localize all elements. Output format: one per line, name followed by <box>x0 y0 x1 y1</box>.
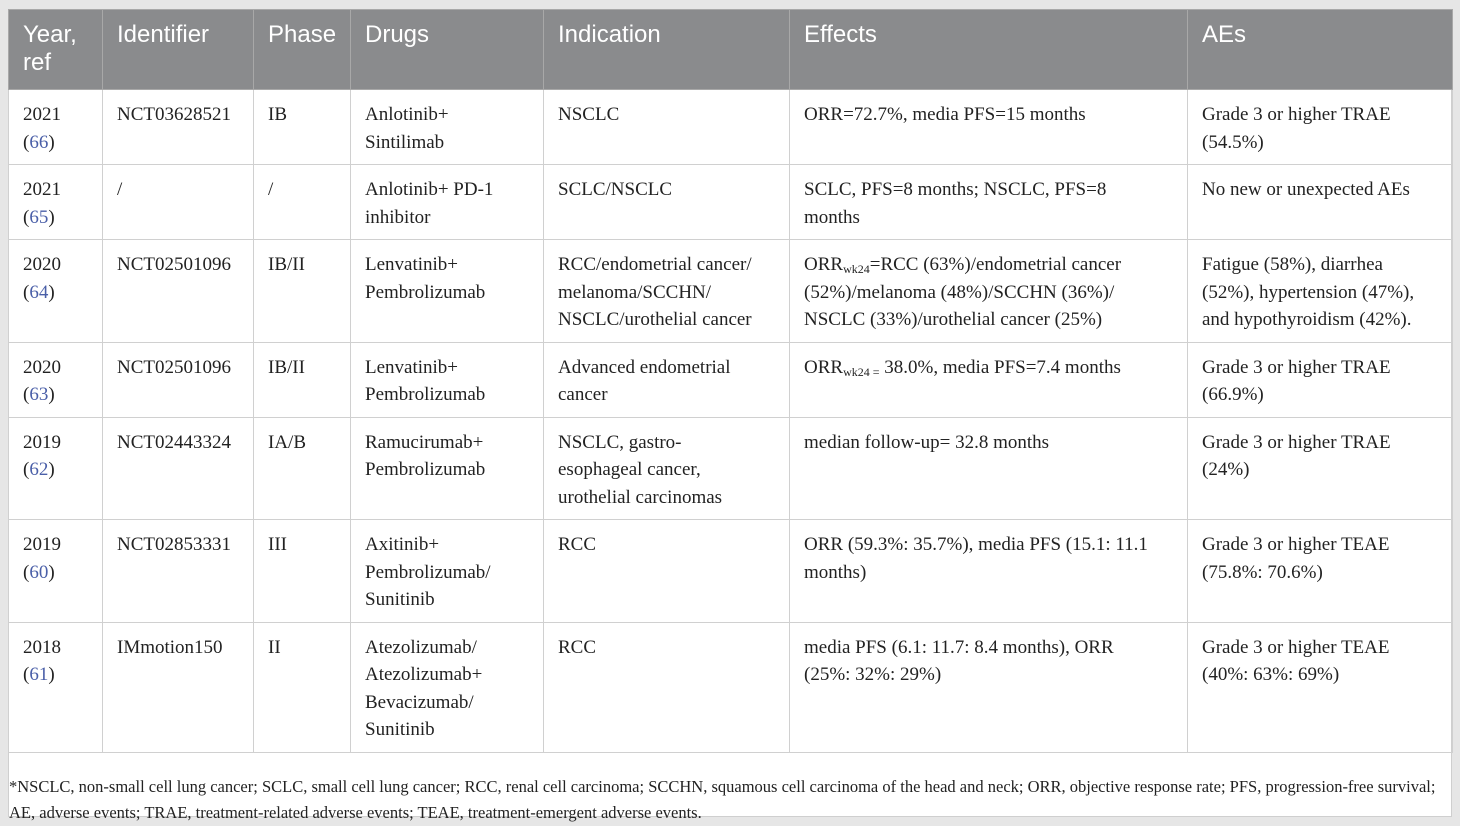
cell-line: (54.5%) <box>1202 131 1264 153</box>
effects-subscript: wk24 <box>843 262 870 276</box>
header-aes: AEs <box>1188 10 1453 90</box>
cell-year: 2021 <box>23 179 61 200</box>
cell-line: Pembrolizumab/ <box>365 561 491 583</box>
cell-identifier: NCT02443324 <box>103 417 254 520</box>
header-indication: Indication <box>544 10 790 90</box>
cell-aes <box>1188 342 1453 417</box>
cell-effects <box>790 342 1188 417</box>
cell-aes <box>1188 417 1453 520</box>
cell-effects <box>790 520 1188 623</box>
header-year-ref-text: Year, ref <box>23 21 77 76</box>
cell-drugs <box>351 520 544 623</box>
cell-identifier: / <box>103 165 254 240</box>
cell-line: RCC/endometrial cancer/ <box>558 254 752 275</box>
cell-year-ref: 2019 (60) <box>9 520 103 623</box>
table-row <box>9 622 1453 752</box>
cell-line: SCLC, PFS=8 months; NSCLC, PFS=8 <box>804 179 1107 200</box>
table-frame <box>8 9 1452 822</box>
cell-year: 2019 <box>23 431 61 453</box>
cell-indication <box>544 165 790 240</box>
cell-year-ref: 2019 (62) <box>9 417 103 520</box>
cell-aes <box>1188 520 1453 623</box>
cell-line: NSCLC <box>558 104 620 125</box>
cell-line: esophageal cancer, <box>558 459 701 480</box>
effects-subscript: wk24 = <box>843 364 880 379</box>
cell-phase: IA/B <box>254 417 351 520</box>
cell-indication <box>544 90 790 165</box>
cell-line: Grade 3 or higher TRAE <box>1202 431 1391 453</box>
cell-line: median follow-up= 32.8 months <box>804 431 1050 453</box>
effects-first-line: =RCC (63%)/endometrial cancer <box>869 254 1122 275</box>
cell-indication <box>544 240 790 343</box>
cell-drugs <box>351 622 544 752</box>
cell-drugs <box>351 417 544 520</box>
table-footnote: *NSCLC, non-small cell lung cancer; SCLC, small cell lung cancer; RCC, renal cell carcinoma; SCCHN, squamous cell carcinoma of the head and neck; ORR, objective response rate; PFS, progression-free survival; AE, adverse events; TRAE, treatment-related adverse events; TEAE, treatment-emergent adverse events. <box>9 777 1436 822</box>
cell-indication <box>544 622 790 752</box>
cell-line: Grade 3 or higher TRAE <box>1202 356 1391 378</box>
cell-year-ref: 2021 (66) <box>9 90 103 165</box>
cell-year: 2019 <box>23 534 61 555</box>
cell-line: melanoma/SCCHN/ <box>558 281 712 303</box>
table-row <box>9 240 1453 343</box>
header-identifier: Identifier <box>103 10 254 90</box>
cell-line: (52%)/melanoma (48%)/SCCHN (36%)/ <box>804 281 1115 303</box>
cell-line: RCC <box>558 636 597 658</box>
cell-drugs <box>351 165 544 240</box>
cell-effects <box>790 90 1188 165</box>
cell-identifier: NCT02501096 <box>103 342 254 417</box>
header-phase: Phase <box>254 10 351 90</box>
cell-year-ref: 2020 (63) <box>9 342 103 417</box>
table-row <box>9 165 1453 240</box>
cell-line: (25%: 32%: 29%) <box>804 664 942 685</box>
cell-line: (40%: 63%: 69%) <box>1202 664 1340 685</box>
cell-line: Lenvatinib+ <box>365 356 459 378</box>
cell-year: 2018 <box>23 636 61 658</box>
table-row <box>9 90 1453 165</box>
cell-indication <box>544 342 790 417</box>
cell-line: Bevacizumab/ <box>365 691 474 713</box>
cell-line: Lenvatinib+ <box>365 254 459 275</box>
cell-line: (66.9%) <box>1202 384 1264 405</box>
cell-line: inhibitor <box>365 206 431 228</box>
reference-link[interactable]: 64 <box>29 281 49 303</box>
cell-line: Advanced endometrial <box>558 356 731 378</box>
cell-line: media PFS (6.1: 11.7: 8.4 months), ORR <box>804 636 1114 658</box>
cell-year: 2021 <box>23 104 61 125</box>
cell-phase: IB <box>254 90 351 165</box>
cell-identifier: NCT03628521 <box>103 90 254 165</box>
cell-line: Ramucirumab+ <box>365 431 484 453</box>
header-row <box>9 10 1453 90</box>
cell-line: Axitinib+ <box>365 534 440 555</box>
reference-link[interactable]: 66 <box>29 131 49 153</box>
cell-line: Atezolizumab/ <box>365 636 477 658</box>
cell-line: Fatigue (58%), diarrhea <box>1202 254 1383 275</box>
reference-link[interactable]: 63 <box>29 384 49 405</box>
cell-identifier: IMmotion150 <box>103 622 254 752</box>
cell-line: Pembrolizumab <box>365 281 486 303</box>
cell-year: 2020 <box>23 356 61 378</box>
effects-orr: ORR <box>804 356 844 378</box>
cell-line: months) <box>804 561 867 583</box>
cell-year-ref: 2020 (64) <box>9 240 103 343</box>
reference-link[interactable]: 65 <box>29 206 49 228</box>
cell-line: Anlotinib+ PD-1 <box>365 179 494 200</box>
cell-line: ORR=72.7%, media PFS=15 months <box>804 104 1086 125</box>
cell-line: Grade 3 or higher TEAE <box>1202 636 1390 658</box>
table-row <box>9 417 1453 520</box>
cell-line: NSCLC (33%)/urothelial cancer (25%) <box>804 309 1103 330</box>
cell-line: Grade 3 or higher TRAE <box>1202 104 1391 125</box>
cell-indication <box>544 417 790 520</box>
cell-line: Sunitinib <box>365 589 435 610</box>
cell-line: (52%), hypertension (47%), <box>1202 281 1415 303</box>
cell-line: Sintilimab <box>365 131 445 153</box>
cell-year-ref: 2018 (61) <box>9 622 103 752</box>
cell-line: Anlotinib+ <box>365 104 449 125</box>
cell-year: 2020 <box>23 254 61 275</box>
reference-link[interactable]: 60 <box>29 561 49 583</box>
cell-effects <box>790 417 1188 520</box>
cell-aes <box>1188 240 1453 343</box>
cell-identifier: NCT02853331 <box>103 520 254 623</box>
cell-aes <box>1188 622 1453 752</box>
cell-line: urothelial carcinomas <box>558 486 723 508</box>
cell-line: cancer <box>558 384 608 405</box>
cell-line: Grade 3 or higher TEAE <box>1202 534 1390 555</box>
cell-line: Atezolizumab+ <box>365 664 483 685</box>
reference-link[interactable]: 62 <box>29 459 49 480</box>
cell-phase: II <box>254 622 351 752</box>
header-effects: Effects <box>790 10 1188 90</box>
table-row <box>9 520 1453 623</box>
cell-line: No new or unexpected AEs <box>1202 179 1410 200</box>
cell-line: Pembrolizumab <box>365 459 486 480</box>
header-year-ref <box>9 10 103 90</box>
cell-phase: III <box>254 520 351 623</box>
cell-line: months <box>804 206 860 228</box>
cell-line: ORR (59.3%: 35.7%), media PFS (15.1: 11.1 <box>804 534 1148 555</box>
cell-line: (24%) <box>1202 459 1250 480</box>
cell-line: Pembrolizumab <box>365 384 486 405</box>
effects-first-line: 38.0%, media PFS=7.4 months <box>879 356 1121 378</box>
table-row <box>9 342 1453 417</box>
cell-line: NSCLC, gastro- <box>558 431 682 453</box>
cell-line: and hypothyroidism (42%). <box>1202 309 1412 330</box>
cell-indication <box>544 520 790 623</box>
cell-aes <box>1188 90 1453 165</box>
trials-table <box>8 9 1453 753</box>
cell-year-ref: 2021 (65) <box>9 165 103 240</box>
cell-effects <box>790 622 1188 752</box>
cell-line: NSCLC/urothelial cancer <box>558 309 752 330</box>
cell-line: RCC <box>558 534 597 555</box>
cell-phase: / <box>254 165 351 240</box>
cell-identifier: NCT02501096 <box>103 240 254 343</box>
cell-line: Sunitinib <box>365 719 435 740</box>
cell-phase: IB/II <box>254 342 351 417</box>
cell-drugs <box>351 90 544 165</box>
cell-drugs <box>351 240 544 343</box>
reference-link[interactable]: 61 <box>29 664 49 685</box>
effects-orr: ORR <box>804 254 844 275</box>
cell-line: (75.8%: 70.6%) <box>1202 561 1323 583</box>
cell-phase: IB/II <box>254 240 351 343</box>
cell-aes <box>1188 165 1453 240</box>
header-drugs: Drugs <box>351 10 544 90</box>
cell-effects <box>790 165 1188 240</box>
cell-effects <box>790 240 1188 343</box>
cell-drugs <box>351 342 544 417</box>
cell-line: SCLC/NSCLC <box>558 179 673 200</box>
